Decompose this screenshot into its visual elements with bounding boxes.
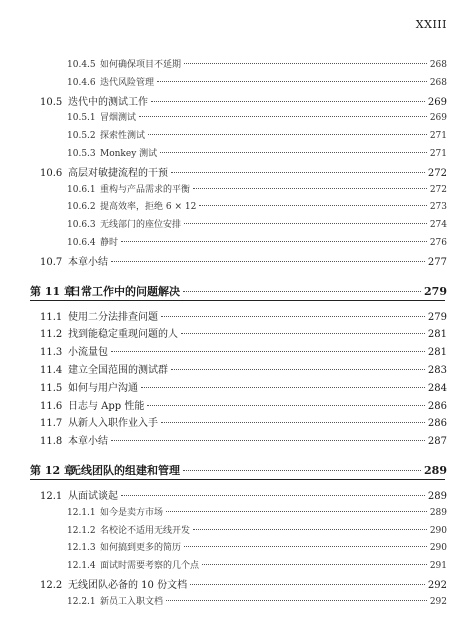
toc-entry[interactable]	[0, 432, 460, 447]
dot-leader	[157, 81, 427, 82]
toc-entry-page: 273	[429, 202, 447, 213]
dot-leader	[190, 584, 425, 585]
dot-leader	[148, 134, 427, 135]
toc-entry-number: 11.4	[40, 365, 63, 376]
toc-entry-page: 279	[424, 284, 447, 298]
dot-leader	[202, 564, 427, 565]
toc-entry-number: 11.3	[40, 347, 63, 359]
toc-entry[interactable]	[0, 146, 460, 159]
toc-entry-title: 面试时需要考察的几个点	[100, 561, 200, 572]
toc-entry[interactable]	[0, 235, 460, 248]
toc-entry-page: 284	[427, 382, 447, 394]
toc-entry-number: 11.7	[40, 418, 63, 430]
dot-leader	[193, 188, 427, 189]
toc-entry-page: 291	[429, 561, 447, 572]
toc-entry-title: 建立全国范围的测试群	[68, 365, 168, 376]
toc-entry-number: 10.6	[40, 167, 63, 179]
toc-entry-number: 11.1	[40, 311, 63, 323]
dot-leader	[161, 316, 425, 317]
toc-entry-title: 使用二分法排查问题	[68, 311, 158, 323]
dot-leader	[183, 291, 421, 292]
dot-leader	[111, 351, 425, 352]
toc-entry-title: 从新人入职作业入手	[68, 418, 158, 430]
toc-entry-page: 287	[427, 436, 447, 448]
toc-entry-number: 11.2	[40, 329, 63, 341]
toc-entry-page: 271	[429, 149, 447, 159]
toc-entry-number: 10.5.3	[67, 149, 96, 159]
page-number: XXIII	[415, 18, 447, 31]
toc-entry[interactable]	[0, 558, 460, 571]
toc-entry-number: 10.5	[40, 96, 63, 108]
toc-entry-number: 11.6	[40, 400, 63, 412]
toc-entry[interactable]	[0, 164, 460, 179]
toc-entry-title: 冒烟测试	[100, 113, 137, 124]
toc-entry-number: 10.6.4	[67, 238, 96, 248]
dot-leader	[121, 495, 425, 496]
toc-chapter-entry[interactable]	[0, 462, 460, 478]
toc-entry[interactable]	[0, 128, 460, 141]
toc-entry[interactable]	[0, 57, 460, 70]
toc-entry[interactable]	[0, 110, 460, 123]
dot-leader	[111, 261, 425, 262]
toc-entry[interactable]	[0, 487, 460, 502]
toc-entry-page: 289	[429, 507, 447, 518]
dot-leader	[151, 101, 425, 102]
toc-entry-page: 268	[429, 60, 447, 70]
toc-entry-title: Monkey 测试	[100, 149, 158, 159]
toc-entry-page: 290	[429, 525, 447, 536]
toc-entry[interactable]	[0, 361, 460, 376]
chapter-rule	[30, 479, 445, 480]
dot-leader	[160, 152, 427, 153]
toc-entry-number: 12.1.1	[67, 507, 96, 518]
dot-leader	[141, 387, 425, 388]
toc-entry-page: 269	[429, 113, 447, 124]
dot-leader	[166, 511, 427, 512]
toc-entry[interactable]	[0, 325, 460, 340]
chapter-rule	[30, 300, 445, 301]
toc-entry[interactable]	[0, 523, 460, 536]
toc-entry-page: 283	[427, 365, 447, 376]
toc-entry[interactable]	[0, 379, 460, 394]
dot-leader	[184, 546, 427, 547]
toc-entry-title: 提高效率，拒绝 6 × 12	[100, 202, 197, 213]
toc-entry-title: 如何确保项目不延期	[100, 60, 182, 70]
toc-entry[interactable]	[0, 217, 460, 230]
toc-entry-number: 第 12 章	[30, 464, 75, 477]
toc-entry-page: 271	[429, 131, 447, 142]
toc-entry-page: 286	[427, 418, 447, 430]
toc-entry-number: 10.4.5	[67, 60, 96, 70]
dot-leader	[147, 405, 425, 406]
toc-entry-number: 11.5	[40, 382, 63, 394]
toc-entry-page: 269	[427, 96, 447, 108]
toc-entry-page: 290	[429, 543, 447, 554]
toc-entry-title: 如何搞到更多的简历	[100, 543, 182, 554]
toc-entry-number: 10.5.1	[67, 113, 96, 124]
toc-entry-number: 12.1.4	[67, 561, 96, 572]
toc-entry-title: 迭代风险管理	[100, 77, 155, 88]
toc-entry[interactable]	[0, 93, 460, 108]
toc-entry-title: 从面试谈起	[68, 491, 118, 502]
toc-entry-title: 小流量包	[68, 347, 108, 359]
toc-entry-number: 10.6.1	[67, 184, 96, 195]
toc-entry-number: 10.5.2	[67, 131, 96, 142]
toc-entry-number: 10.7	[40, 256, 63, 268]
toc-entry[interactable]	[0, 308, 460, 323]
toc-entry[interactable]	[0, 505, 460, 518]
toc-entry-number: 12.1	[40, 491, 63, 502]
dot-leader	[171, 172, 425, 173]
toc-entry-number: 10.4.6	[67, 77, 96, 88]
toc-entry-page: 272	[429, 184, 447, 195]
toc-entry-title: 无线团队的组建和管理	[70, 464, 180, 477]
toc-entry-page: 279	[427, 311, 447, 323]
toc-entry-page: 292	[427, 580, 447, 591]
dot-leader	[161, 422, 425, 423]
toc-entry-number: 10.6.3	[67, 220, 96, 231]
toc-entry-title: 日常工作中的问题解决	[70, 284, 180, 298]
dot-leader	[193, 529, 427, 530]
dot-leader	[181, 333, 425, 334]
dot-leader	[171, 369, 425, 370]
toc-entry[interactable]	[0, 343, 460, 358]
toc-entry-number: 12.2.1	[67, 596, 96, 607]
toc-entry-page: 276	[429, 238, 447, 248]
toc-entry-page: 281	[427, 329, 447, 341]
toc-entry-title: 静时	[100, 238, 119, 248]
toc-entry-title: 本章小结	[68, 436, 108, 448]
toc-entry-title: 如今是卖方市场	[100, 507, 164, 518]
toc-entry[interactable]	[0, 414, 460, 429]
toc-entry[interactable]	[0, 594, 460, 607]
toc-entry-page: 289	[424, 464, 447, 477]
toc-entry-page: 268	[429, 77, 447, 88]
toc-entry-title: 找到能稳定重现问题的人	[68, 329, 178, 341]
toc-entry-number: 12.2	[40, 580, 63, 591]
toc-entry-page: 274	[429, 220, 447, 231]
toc-entry-title: 重构与产品需求的平衡	[100, 184, 191, 195]
dot-leader	[183, 470, 421, 471]
toc-entry-number: 第 11 章	[30, 284, 75, 298]
toc-entry[interactable]	[0, 576, 460, 591]
toc-entry-title: 名校论不适用无线开发	[100, 525, 191, 536]
toc-entry-page: 272	[427, 167, 447, 179]
toc-entry-title: 如何与用户沟通	[68, 382, 138, 394]
toc-entry-title: 本章小结	[68, 256, 108, 268]
toc-entry[interactable]	[0, 397, 460, 412]
toc-entry-number: 12.1.2	[67, 525, 96, 536]
toc-entry-page: 286	[427, 400, 447, 412]
toc-entry-page: 277	[427, 256, 447, 268]
dot-leader	[199, 205, 427, 206]
dot-leader	[166, 600, 427, 601]
toc-entry-page: 281	[427, 347, 447, 359]
dot-leader	[184, 63, 427, 64]
toc-chapter-entry[interactable]	[0, 283, 460, 299]
toc-entry-title: 日志与 App 性能	[68, 400, 145, 412]
dot-leader	[139, 116, 427, 117]
toc-entry-title: 迭代中的测试工作	[68, 96, 148, 108]
dot-leader	[184, 223, 427, 224]
toc-entry-page: 292	[429, 596, 447, 607]
toc-entry[interactable]	[0, 75, 460, 88]
toc-entry[interactable]	[0, 253, 460, 268]
toc-entry-title: 高层对敏捷流程的干预	[68, 167, 168, 179]
toc-entry-number: 10.6.2	[67, 202, 96, 213]
toc-entry-title: 新员工入职文档	[100, 596, 164, 607]
toc-entry-title: 探索性测试	[100, 131, 146, 142]
toc-entry-page: 289	[427, 491, 447, 502]
dot-leader	[121, 241, 427, 242]
toc-entry[interactable]	[0, 182, 460, 195]
toc-entry-title: 无线部门的座位安排	[100, 220, 182, 231]
toc-entry[interactable]	[0, 199, 460, 212]
toc-entry-title: 无线团队必备的 10 份文档	[68, 580, 188, 591]
dot-leader	[111, 440, 425, 441]
toc-entry[interactable]	[0, 540, 460, 553]
toc-entry-number: 12.1.3	[67, 543, 96, 554]
toc-entry-number: 11.8	[40, 436, 63, 448]
